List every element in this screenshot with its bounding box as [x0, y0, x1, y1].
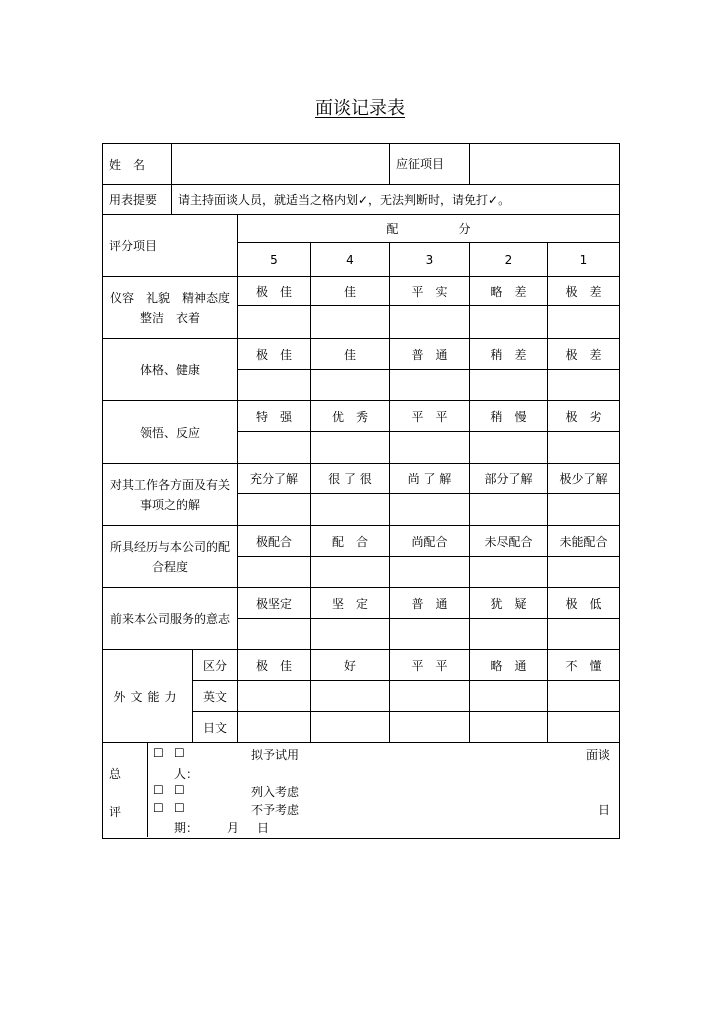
- language-english-label: 英文: [193, 681, 238, 712]
- score-1: 1: [548, 243, 620, 277]
- rating-cell: 未能配合: [548, 526, 620, 557]
- checkbox-icon[interactable]: ☐: [153, 746, 164, 760]
- check-cell[interactable]: [311, 712, 390, 743]
- score-3: 3: [390, 243, 470, 277]
- rating-cell: 部分了解: [470, 464, 548, 494]
- check-cell[interactable]: [548, 306, 620, 339]
- name-field[interactable]: [172, 144, 390, 185]
- check-cell[interactable]: [311, 681, 390, 712]
- rating-cell: 很 了 很: [311, 464, 390, 494]
- check-cell[interactable]: [238, 619, 311, 650]
- check-cell[interactable]: [548, 557, 620, 588]
- rating-cell: 优 秀: [311, 401, 390, 432]
- rating-cell: 极 佳: [238, 339, 311, 370]
- check-cell[interactable]: [390, 712, 470, 743]
- rating-cell: 平 实: [390, 277, 470, 306]
- rating-cell: 极 差: [548, 277, 620, 306]
- check-cell[interactable]: [470, 681, 548, 712]
- name-label: 姓 名: [103, 144, 172, 185]
- check-cell[interactable]: [311, 619, 390, 650]
- check-cell[interactable]: [470, 432, 548, 464]
- check-cell[interactable]: [548, 370, 620, 401]
- rating-cell: 尚配合: [390, 526, 470, 557]
- check-cell[interactable]: [390, 432, 470, 464]
- checkbox-icon[interactable]: ☐: [174, 746, 185, 760]
- rating-cell: 略 通: [470, 650, 548, 681]
- usage-label: 用表提要: [103, 185, 172, 215]
- rating-cell: 略 差: [470, 277, 548, 306]
- check-cell[interactable]: [390, 557, 470, 588]
- rating-cell: 尚 了 解: [390, 464, 470, 494]
- day-label: 日: [257, 821, 270, 835]
- checkbox-icon[interactable]: ☐: [153, 783, 164, 797]
- rating-cell: 极配合: [238, 526, 311, 557]
- check-cell[interactable]: [238, 370, 311, 401]
- rating-cell: 充分了解: [238, 464, 311, 494]
- check-cell[interactable]: [390, 681, 470, 712]
- scoring-items-label: 评分项目: [103, 215, 238, 277]
- option-trial: 拟予试用: [251, 748, 300, 762]
- interview-form-table: [102, 143, 620, 839]
- rating-cell: 普 通: [390, 339, 470, 370]
- rating-cell: 极少了解: [548, 464, 620, 494]
- item-comprehension-label: 领悟、反应: [103, 401, 238, 464]
- check-cell[interactable]: [311, 432, 390, 464]
- item-appearance-label: 仪容 礼貌 精神态度 整洁 衣着: [103, 277, 238, 339]
- overall-evaluation: [103, 743, 620, 839]
- check-cell[interactable]: [548, 432, 620, 464]
- rating-cell: 平 平: [390, 401, 470, 432]
- rating-cell: 佳: [311, 277, 390, 306]
- interviewer-label: 面谈: [586, 748, 611, 762]
- rating-cell: 好: [311, 650, 390, 681]
- check-cell[interactable]: [311, 494, 390, 526]
- rating-cell: 稍 差: [470, 339, 548, 370]
- rating-cell: 坚 定: [311, 588, 390, 619]
- check-cell[interactable]: [390, 306, 470, 339]
- date-label: 日: [598, 803, 611, 817]
- rating-cell: 配 合: [311, 526, 390, 557]
- rating-cell: 特 强: [238, 401, 311, 432]
- month-label: 月: [227, 821, 240, 835]
- check-cell[interactable]: [548, 619, 620, 650]
- check-cell[interactable]: [238, 494, 311, 526]
- rating-cell: 平 平: [390, 650, 470, 681]
- check-cell[interactable]: [470, 712, 548, 743]
- score-2: 2: [470, 243, 548, 277]
- score-5: 5: [238, 243, 311, 277]
- check-cell[interactable]: [238, 557, 311, 588]
- eval-label-top: 总: [109, 767, 122, 781]
- rating-cell: 极坚定: [238, 588, 311, 619]
- check-cell[interactable]: [238, 432, 311, 464]
- check-cell[interactable]: [470, 619, 548, 650]
- score-4: 4: [311, 243, 390, 277]
- item-experience-fit-label: 所具经历与本公司的配合程度: [103, 526, 238, 588]
- language-japanese-label: 日文: [193, 712, 238, 743]
- usage-text: 请主持面谈人员，就适当之格内划✓，无法判断时，请免打✓。: [172, 185, 620, 215]
- item-job-understanding-label: 对其工作各方面及有关事项之的解: [103, 464, 238, 526]
- rating-cell: 极 佳: [238, 650, 311, 681]
- check-cell[interactable]: [238, 681, 311, 712]
- rating-cell: 普 通: [390, 588, 470, 619]
- option-reject: 不予考虑: [251, 803, 300, 817]
- rating-cell: 不 懂: [548, 650, 620, 681]
- check-cell[interactable]: [238, 712, 311, 743]
- check-cell[interactable]: [470, 370, 548, 401]
- check-cell[interactable]: [470, 557, 548, 588]
- checkbox-icon[interactable]: ☐: [153, 801, 164, 815]
- rating-cell: 犹 疑: [470, 588, 548, 619]
- item-commitment-label: 前来本公司服务的意志: [103, 588, 238, 650]
- check-cell[interactable]: [238, 306, 311, 339]
- date-label-cont: 期：: [174, 821, 199, 835]
- rating-cell: 极 佳: [238, 277, 311, 306]
- rating-cell: 未尽配合: [470, 526, 548, 557]
- rating-cell: 极 差: [548, 339, 620, 370]
- check-cell[interactable]: [548, 681, 620, 712]
- check-cell[interactable]: [390, 619, 470, 650]
- position-field[interactable]: [470, 144, 620, 185]
- interviewer-label-cont: 人：: [174, 767, 199, 781]
- rating-cell: 佳: [311, 339, 390, 370]
- check-cell[interactable]: [390, 494, 470, 526]
- check-cell[interactable]: [548, 712, 620, 743]
- check-cell[interactable]: [470, 306, 548, 339]
- check-cell[interactable]: [311, 306, 390, 339]
- score-header: 配 分: [238, 215, 620, 243]
- check-cell[interactable]: [548, 494, 620, 526]
- eval-label-bottom: 评: [109, 805, 122, 819]
- rating-cell: 极 劣: [548, 401, 620, 432]
- page-title: 面谈记录表: [315, 98, 405, 119]
- check-cell[interactable]: [470, 494, 548, 526]
- language-subheader: 区分: [193, 650, 238, 681]
- check-cell[interactable]: [311, 557, 390, 588]
- language-label: 外文能力: [103, 650, 193, 743]
- rating-cell: 稍 慢: [470, 401, 548, 432]
- check-cell[interactable]: [311, 370, 390, 401]
- checkbox-icon[interactable]: ☐: [174, 801, 185, 815]
- option-consider: 列入考虑: [251, 785, 300, 799]
- item-health-label: 体格、健康: [103, 339, 238, 401]
- position-label: 应征项目: [390, 144, 470, 185]
- check-cell[interactable]: [390, 370, 470, 401]
- rating-cell: 极 低: [548, 588, 620, 619]
- checkbox-icon[interactable]: ☐: [174, 783, 185, 797]
